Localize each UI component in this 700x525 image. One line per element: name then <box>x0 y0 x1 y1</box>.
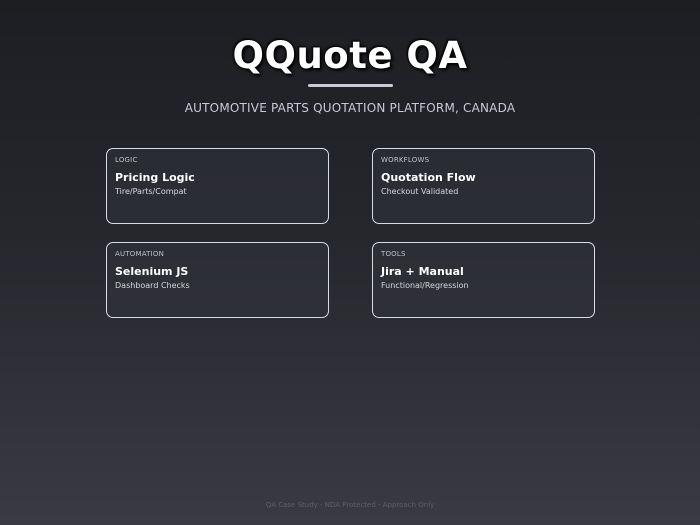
page-title: QQuote QA <box>232 34 468 77</box>
page-subtitle: AUTOMOTIVE PARTS QUOTATION PLATFORM, CANADA <box>184 101 516 115</box>
card-workflows <box>372 148 595 224</box>
card-title: Jira + Manual <box>381 265 464 278</box>
card-tag: AUTOMATION <box>115 250 165 258</box>
card-tag: WORKFLOWS <box>381 156 430 164</box>
card-title: Pricing Logic <box>115 171 195 184</box>
card-description: Checkout Validated <box>381 187 459 196</box>
card-title: Selenium JS <box>115 265 189 278</box>
card-description: Dashboard Checks <box>115 281 190 290</box>
card-tools <box>372 242 595 318</box>
card-tag: LOGIC <box>115 156 138 164</box>
footer-note: QA Case Study - NDA Protected - Approach Only <box>265 501 435 509</box>
card-logic <box>106 148 329 224</box>
card-title: Quotation Flow <box>381 171 476 184</box>
card-tag: TOOLS <box>381 250 406 258</box>
card-description: Tire/Parts/Compat <box>115 187 187 196</box>
card-automation <box>106 242 329 318</box>
title-underline <box>308 84 393 87</box>
card-description: Functional/Regression <box>381 281 469 290</box>
